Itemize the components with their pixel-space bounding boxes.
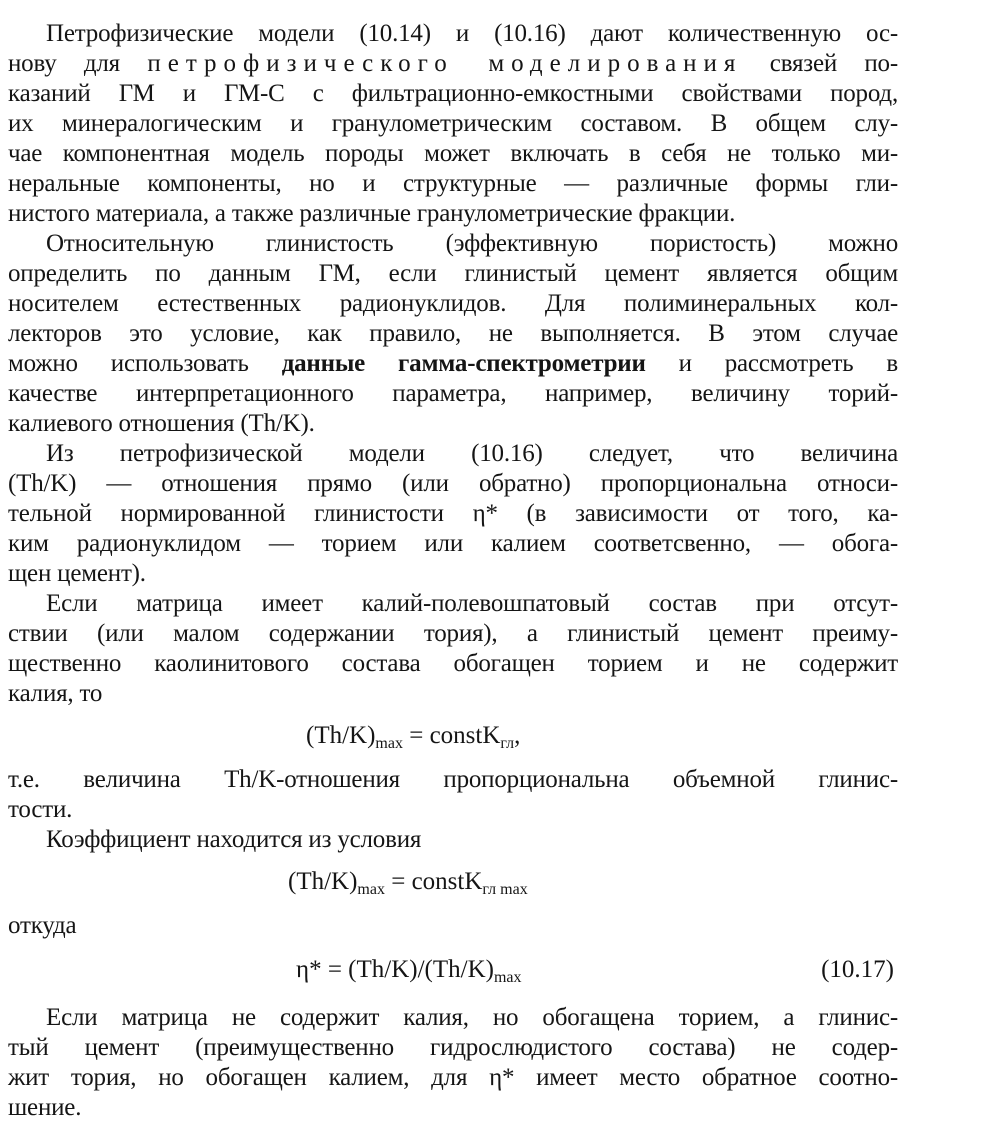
text-span: нову для xyxy=(8,50,148,77)
text-line: жит тория, но обогащен калием, для η* имеет место обратное соотно- xyxy=(8,1064,898,1091)
formula-subscript: max xyxy=(357,881,385,898)
text-line: казаний ГМ и ГМ-С с фильтрационно-емкостными свойствами пород, xyxy=(8,80,898,107)
formula-text: = constK xyxy=(384,868,483,895)
formula-text: (Th/K) xyxy=(288,868,358,895)
formula-subscript: гл max xyxy=(482,881,528,898)
text-line: Если матрица не содержит калия, но обогащена торием, а глинис- xyxy=(46,1004,898,1031)
text-line: тости. xyxy=(8,796,73,823)
text-line: Относительную глинистость (эффективную пористость) можно xyxy=(46,230,898,257)
text-line: носителем естественных радионуклидов. Для полиминеральных кол- xyxy=(8,290,898,317)
text-line: т.е. величина Th/K-отношения пропорциональна объемной глинис- xyxy=(8,766,898,793)
text-line: тый цемент (преимущественно гидрослюдистого состава) не содер- xyxy=(8,1034,898,1061)
text-line: Если матрица имеет калий-полевошпатовый состав при отсут- xyxy=(46,590,898,617)
formula-text: = constK xyxy=(402,722,501,749)
text-span: и рассмотреть в xyxy=(645,350,898,377)
text-line: их минералогическим и гранулометрическим составом. В общем слу- xyxy=(8,110,898,137)
text-line xyxy=(8,349,898,378)
text-line: качестве интерпретационного параметра, например, величину торий- xyxy=(8,380,898,407)
text-line: Из петрофизической модели (10.16) следует, что величина xyxy=(46,440,898,467)
text-line: неральные компоненты, но и структурные — различные формы гли- xyxy=(8,170,898,197)
text-line: ствии (или малом содержании тория), а глинистый цемент преиму- xyxy=(8,620,898,647)
formula-text: , xyxy=(514,722,521,749)
text-span: можно использовать xyxy=(8,350,282,377)
text-line xyxy=(8,49,898,78)
text-line: шение. xyxy=(8,1094,82,1121)
formula-subscript: max xyxy=(493,969,522,986)
text-line: калиевого отношения (Th/K). xyxy=(8,410,315,437)
text-line: щественно каолинитового состава обогащен торием и не содержит xyxy=(8,650,898,677)
text-line: ким радионуклидом — торием или калием соответсвенно, — обога- xyxy=(8,530,898,557)
formula-subscript: max xyxy=(375,735,403,752)
text-line: щен цемент). xyxy=(8,560,146,587)
text-line: лекторов это условие, как правило, не выполняется. В этом случае xyxy=(8,320,898,347)
text-line: (Th/K) — отношения прямо (или обратно) пропорциональна относи- xyxy=(8,470,898,497)
formula-2 xyxy=(288,867,528,904)
text-line: Коэффициент находится из условия xyxy=(46,826,422,853)
formula-text: η* = (Th/K)/(Th/K) xyxy=(296,956,494,983)
text-span: связей по- xyxy=(742,50,898,77)
text-line: определить по данным ГМ, если глинистый цемент является общим xyxy=(8,260,898,287)
text-line: Петрофизические модели (10.14) и (10.16) дают количественную ос- xyxy=(46,20,898,47)
text-line: откуда xyxy=(8,912,77,939)
formula-subscript: гл xyxy=(500,735,515,752)
text-line: калия, то xyxy=(8,680,103,707)
formula-text: (Th/K) xyxy=(306,722,376,749)
formula-3 xyxy=(296,955,522,992)
equation-number: (10.17) xyxy=(821,956,894,983)
spaced-emphasis: петрофизического моделирования xyxy=(147,50,743,77)
bold-emphasis: данные гамма-спектрометрии xyxy=(281,350,646,377)
formula-1 xyxy=(306,721,520,758)
text-line: тельной нормированной глинистости η* (в зависимости от того, ка- xyxy=(8,500,898,527)
text-line: чае компонентная модель породы может включать в себя не только ми- xyxy=(8,140,898,167)
text-line: нистого материала, а также различные гранулометрические фракции. xyxy=(8,200,736,227)
